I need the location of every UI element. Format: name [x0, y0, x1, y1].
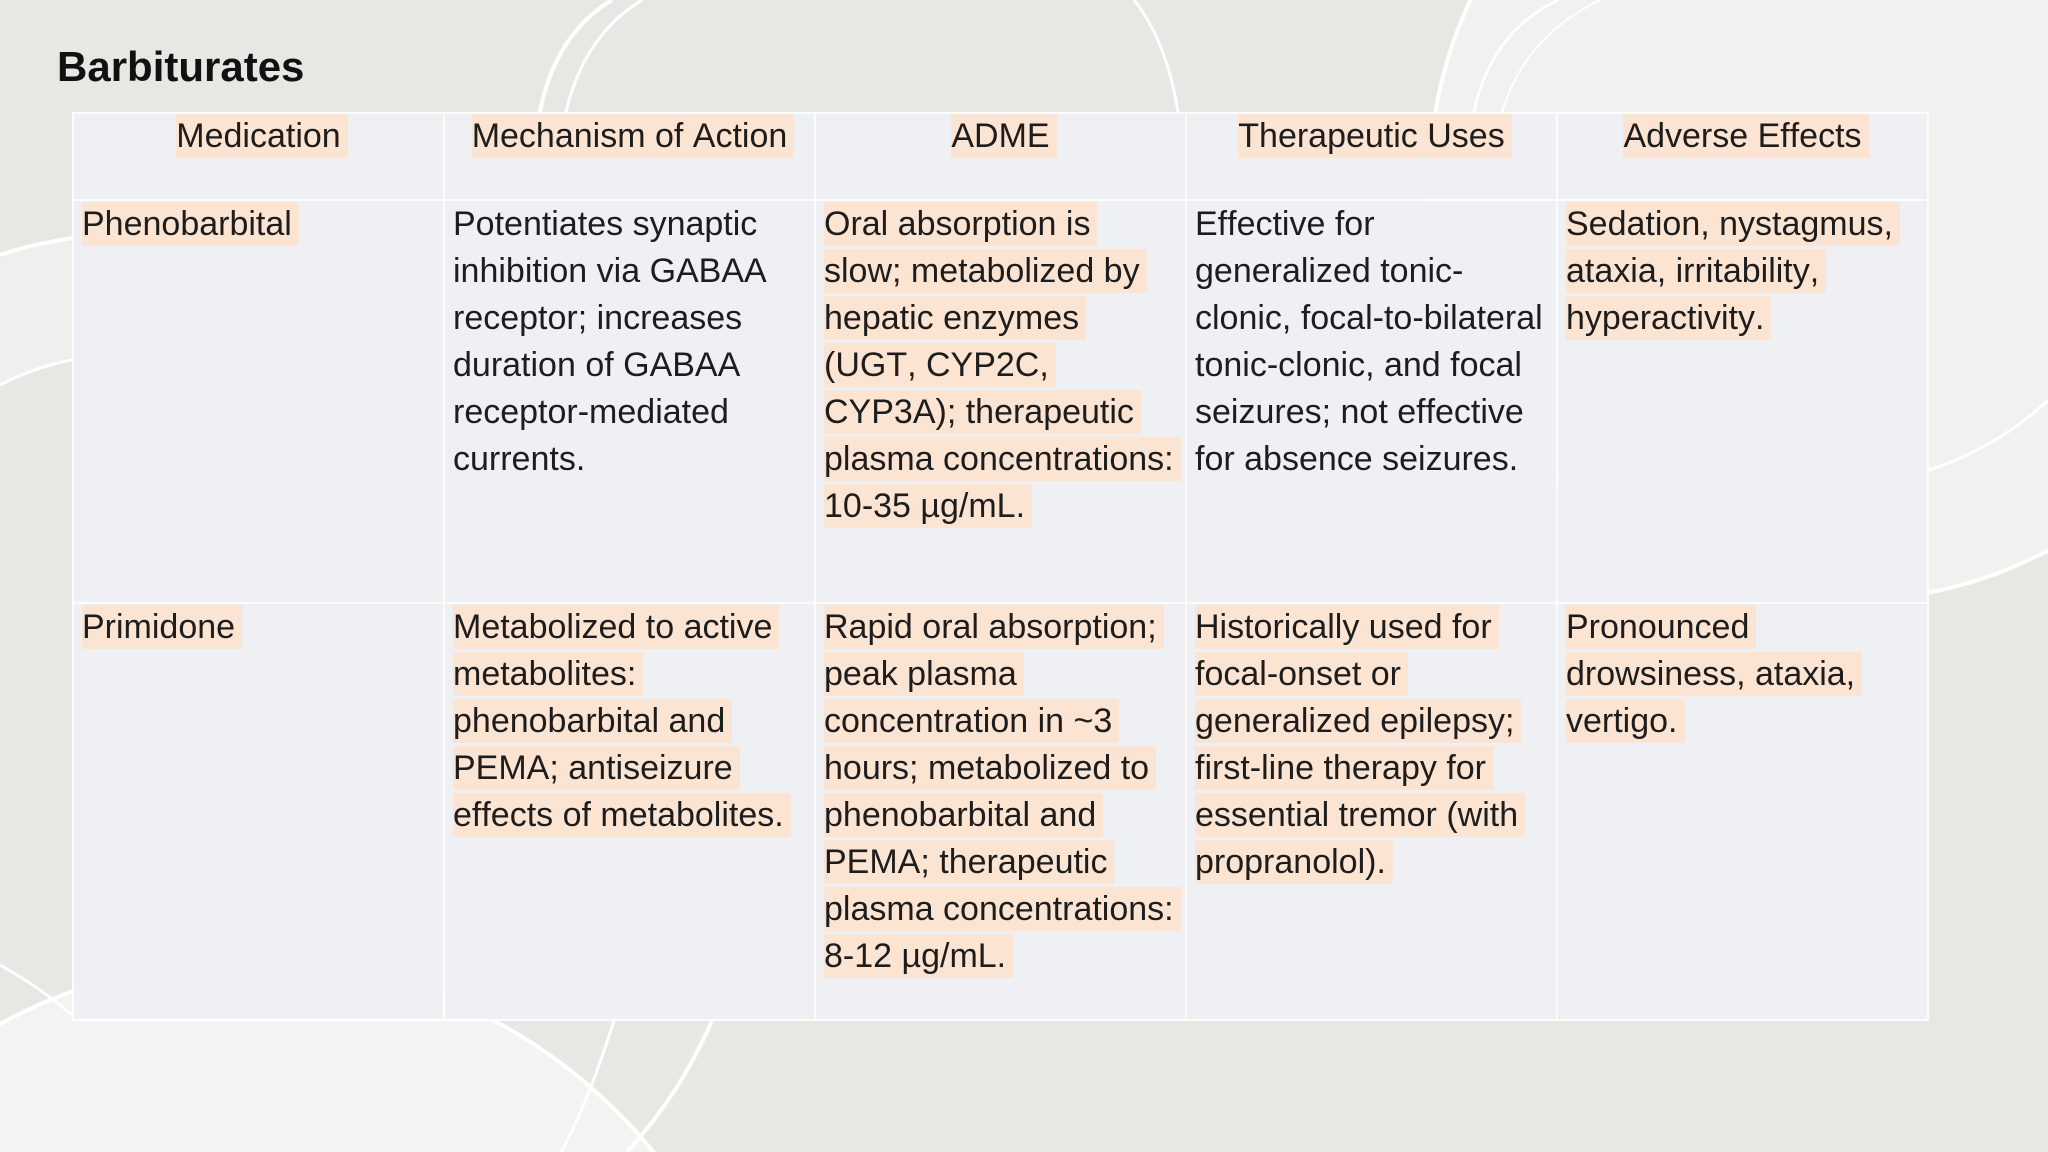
adverse-effects-text: Sedation, nystagmus, ataxia, irritability, hyperactivity. [1566, 202, 1893, 340]
header-label: Medication [176, 114, 340, 158]
medication-name: Phenobarbital [82, 202, 292, 246]
cell-therapeutic-uses [1187, 201, 1556, 602]
barbiturates-table [72, 112, 1929, 1021]
cell-adverse-effects [1558, 604, 1927, 1019]
adme-text: Rapid oral absorption; peak plasma concentration in ~3 hours; metabolized to phenobarbital and PEMA; therapeutic plasma concentrations: 8-12 µg/mL. [824, 605, 1174, 978]
therapeutic-uses-text: Effective for generalized tonic-clonic, focal-to-bilateral tonic-clonic, and focal seizures; not effective for absence seizures. [1195, 205, 1543, 478]
medication-name: Primidone [82, 605, 235, 649]
header-adverse-effects [1558, 114, 1927, 199]
therapeutic-uses-text: Historically used for focal-onset or generalized epilepsy; first-line therapy for essential tremor (with propranolol). [1195, 605, 1518, 884]
header-label: ADME [951, 114, 1049, 158]
header-label: Adverse Effects [1623, 114, 1861, 158]
cell-mechanism-of-action [445, 604, 814, 1019]
cell-adverse-effects [1558, 201, 1927, 602]
cell-mechanism-of-action [445, 201, 814, 602]
adme-text: Oral absorption is slow; metabolized by hepatic enzymes (UGT, CYP2C, CYP3A); therapeutic plasma concentrations: 10-35 µg/mL. [824, 202, 1174, 528]
slide-title: Barbiturates [57, 43, 305, 90]
header-mechanism-of-action [445, 114, 814, 199]
header-therapeutic-uses [1187, 114, 1556, 199]
adverse-effects-text: Pronounced drowsiness, ataxia, vertigo. [1566, 605, 1855, 743]
header-label: Mechanism of Action [472, 114, 788, 158]
header-adme [816, 114, 1185, 199]
mechanism-text: Potentiates synaptic inhibition via GABAA receptor; increases duration of GABAA receptor-mediated currents. [453, 205, 767, 478]
header-label: Therapeutic Uses [1238, 114, 1504, 158]
cell-adme [816, 604, 1185, 1019]
cell-medication [74, 604, 443, 1019]
mechanism-text: Metabolized to active metabolites: phenobarbital and PEMA; antiseizure effects of metabolites. [453, 605, 784, 837]
header-medication [74, 114, 443, 199]
cell-therapeutic-uses [1187, 604, 1556, 1019]
cell-adme [816, 201, 1185, 602]
cell-medication [74, 201, 443, 602]
